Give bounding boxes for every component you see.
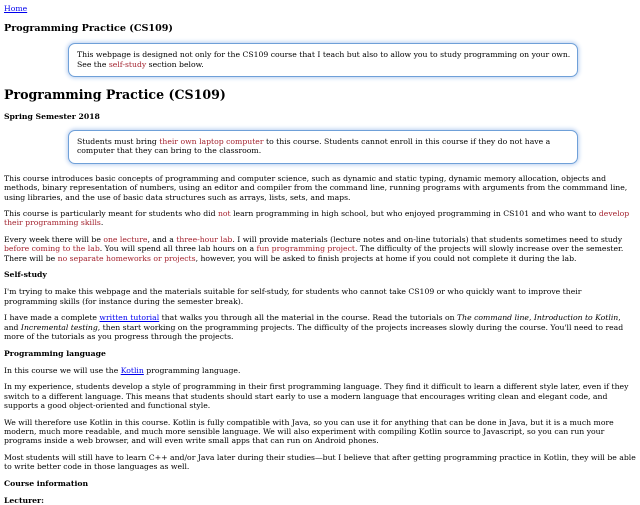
language-paragraph-4: Most students will still have to learn C++ and/or Java later during their studies—but I believe that after getting programming practice in Kotlin, they will be able to write better code in those languages as well. (4, 452, 636, 472)
week-highlight-lab: three-hour lab (176, 234, 233, 244)
week-text-6: , however, you will be asked to finish projects at home if you could not complete it during the lab. (195, 253, 577, 263)
language-paragraph-1 (4, 366, 636, 375)
week-text-2: , and a (147, 234, 177, 244)
intro-text-1: This webpage is designed not only for the CS109 course that I teach but also to allow you to study programming on your own. See the (77, 50, 571, 69)
ss-italic-incremental-testing: Incremental testing (20, 322, 98, 332)
lecturer-label: Lecturer: (4, 495, 44, 505)
self-study-paragraph-2 (4, 313, 636, 341)
language-paragraph-3: We will therefore use Kotlin in this course. Kotlin is fully compatible with Java, so you can use it for anything that can be done in Java, but it is a much more modern, much more readable, and much more sensible language. We will also experiment with compiling Kotlin source to Javascript, so you can run your programs inside a web browser, and will even write small apps that can run on Android phones. (4, 417, 614, 446)
week-highlight-before-lab: before coming to the lab (4, 244, 100, 254)
ss-text-3: , (528, 313, 534, 323)
meant-highlight-not: not (217, 209, 231, 219)
kotlin-link[interactable]: Kotlin (120, 365, 144, 375)
written-tutorial-link[interactable]: written tutorial (99, 313, 160, 323)
weekly-schedule-paragraph (4, 235, 636, 263)
meant-text-1: This course is particularly meant for students who did (4, 209, 218, 219)
home-link[interactable]: Home (4, 4, 28, 13)
self-study-paragraph-1: I'm trying to make this webpage and the materials suitable for self-study, for students who cannot take CS109 or who quickly want to improve their programming skills (for instance during the semester break). (4, 287, 582, 306)
laptop-text-2: to this course. Students cannot enroll in this course if they do not have a computer that they can bring to the classroom. (77, 136, 551, 156)
meant-text-3: . (100, 218, 104, 228)
course-meant-paragraph (4, 209, 636, 228)
meant-highlight-skills: develop their programming skills (4, 209, 630, 228)
ss-text-5: , then start working on the programming projects. The difficulty of the projects increases slowly during the course. You'll need to read more of the tutorials as you progress through the projects. (4, 322, 624, 342)
header-title: Programming Practice (CS109) (4, 23, 173, 35)
week-text-4: . You will spend all three lab hours on a (99, 244, 257, 254)
meant-text-2: learn programming in high school, but who enjoyed programming in CS101 and who want to (230, 209, 599, 219)
intro-text-2: section below. (146, 59, 204, 69)
week-text-5: . The difficulty of the projects will slowly increase over the semester. There will be (4, 244, 624, 263)
self-study-heading: Self-study (4, 270, 47, 280)
ss-text-4: , and (4, 313, 621, 332)
lang-text-1: In this course we will use the (4, 365, 121, 375)
course-information-heading: Course information (4, 478, 89, 488)
semester-heading: Spring Semester 2018 (4, 112, 100, 122)
week-highlight-fun-project: fun programming project (256, 244, 355, 254)
intro-notice-box (68, 43, 578, 77)
programming-language-heading: Programming language (4, 348, 106, 358)
ss-italic-command-line: The command line (457, 313, 529, 323)
self-study-link[interactable]: self-study (108, 59, 147, 69)
ss-text-1: I have made a complete (4, 313, 100, 323)
course-intro-paragraph: This course introduces basic concepts of programming and computer science, such as dynamic and static typing, dynamic memory allocation, objects and methods, binary representation of numbers, using an editor and compiler from the command line, running programs with arguments from the commmand line, using libraries, and the use of basic data structures such as arrays, lists, sets, and maps. (4, 173, 628, 202)
week-text-3: . I will provide materials (lecture notes and on-line tutorials) that students sometimes need to study (232, 234, 623, 244)
week-highlight-lecture: one lecture (103, 234, 148, 244)
laptop-text-1: Students must bring (77, 136, 160, 146)
lang-text-2: programming language. (143, 365, 241, 375)
ss-italic-intro-kotlin: Introduction to Kotlin (533, 313, 619, 323)
laptop-highlight: their own laptop computer (159, 136, 264, 146)
week-text-1: Every week there will be (4, 234, 104, 244)
ss-text-2: that walks you through all the material in the course. Read the tutorials on (159, 313, 458, 323)
language-paragraph-2: In my experience, students develop a style of programming in their first programming language. They find it difficult to learn a different style later, even if they switch to a different language. This means that students should start early to use a modern language that encourages writing clean and elegant code, and supports a good object-oriented and functional style. (4, 382, 629, 411)
laptop-notice-box (68, 130, 578, 164)
week-highlight-no-homework: no separate homeworks or projects (57, 253, 196, 263)
page-title: Programming Practice (CS109) (4, 87, 226, 103)
